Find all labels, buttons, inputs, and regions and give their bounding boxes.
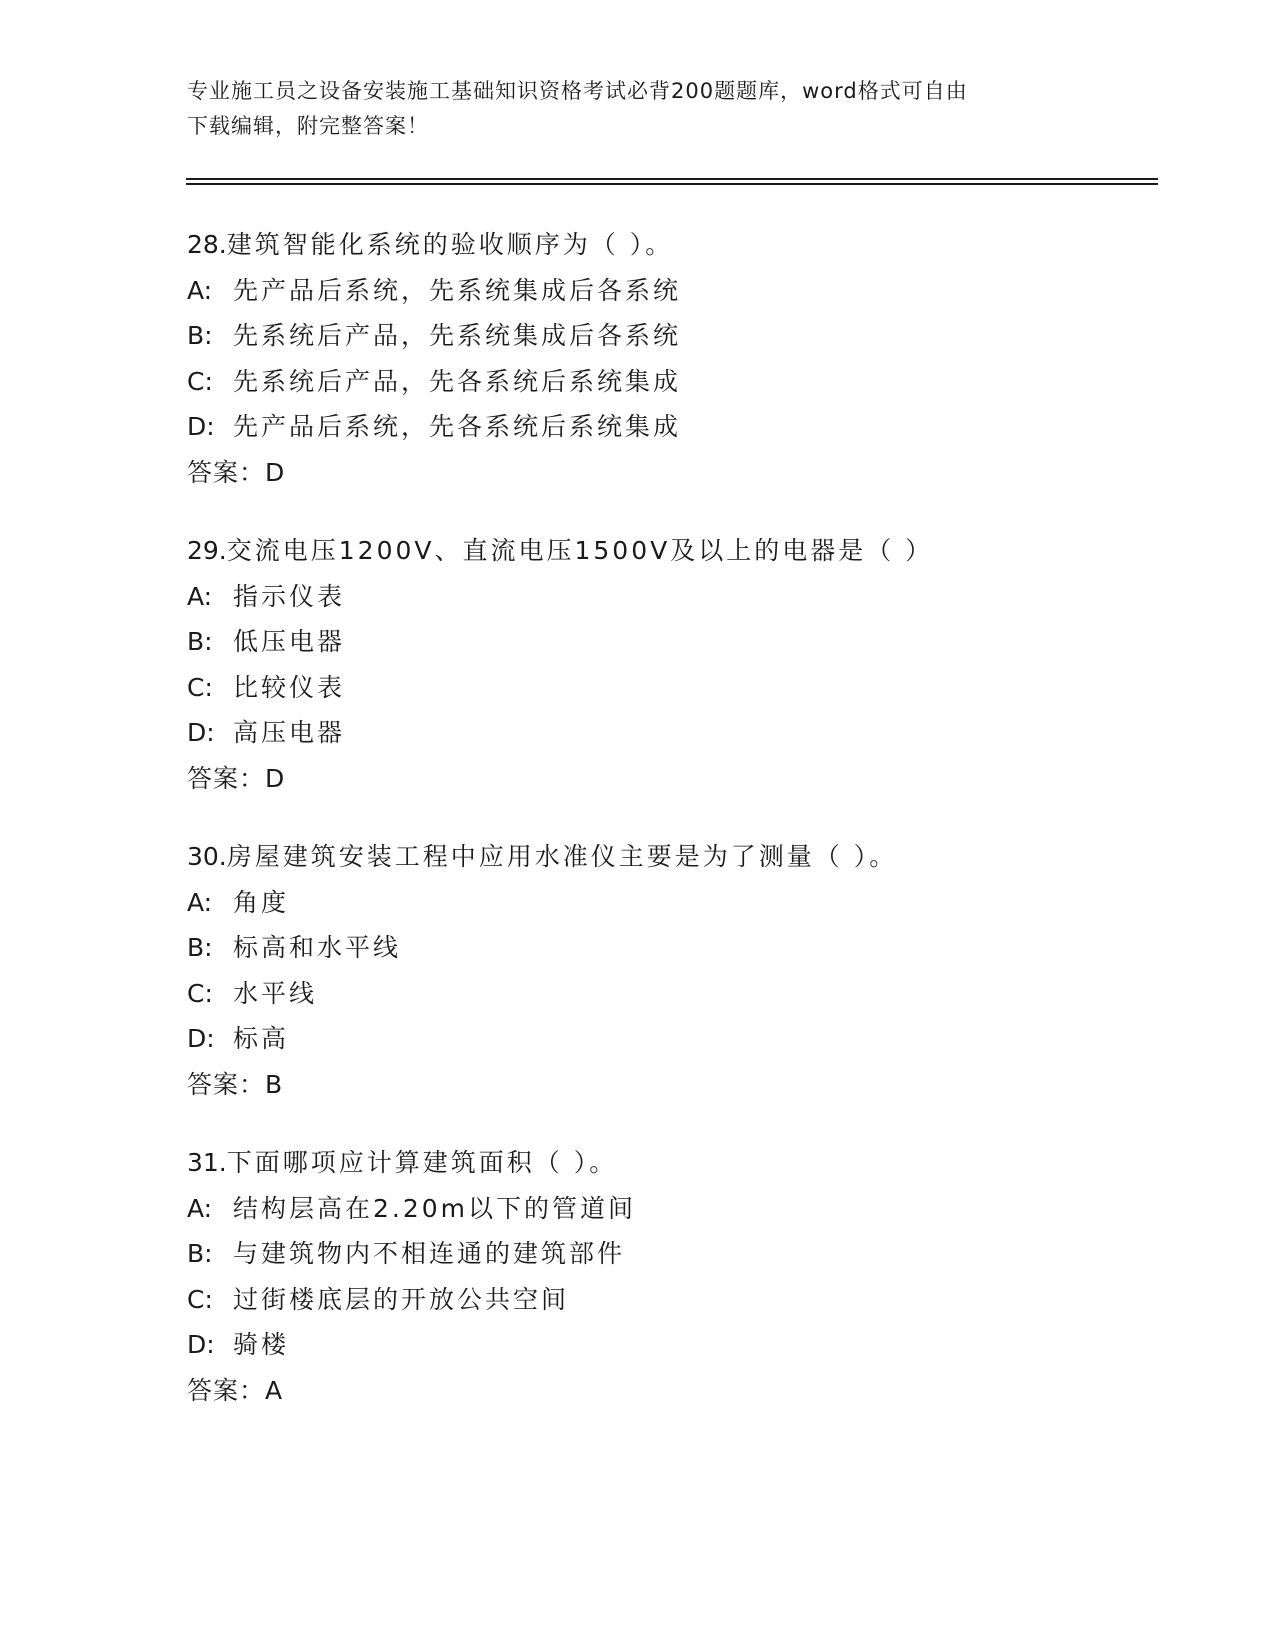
option-letter: C: [187, 672, 213, 702]
option-text: 标高 [233, 1024, 290, 1054]
option-letter: D: [187, 718, 215, 748]
option-letter: C: [187, 1284, 213, 1314]
question-block [187, 1140, 1087, 1414]
option-b [187, 619, 1087, 665]
question-text: 房屋建筑安装工程中应用水准仪主要是为了测量（ ）。 [226, 842, 898, 871]
option-letter: C: [187, 366, 213, 396]
option-letter: A: [187, 275, 213, 305]
option-c [187, 971, 1087, 1017]
option-letter: D: [187, 1330, 215, 1360]
answer-value: B [265, 1069, 284, 1099]
option-letter: D: [187, 1024, 215, 1054]
option-text: 先系统后产品，先系统集成后各系统 [233, 321, 682, 351]
option-text: 水平线 [233, 978, 318, 1008]
option-text: 低压电器 [233, 627, 346, 657]
answer-line [187, 1368, 1087, 1414]
option-text: 先产品后系统，先系统集成后各系统 [233, 275, 682, 305]
option-d [187, 404, 1087, 450]
question-stem [187, 834, 1087, 880]
question-text: 下面哪项应计算建筑面积（ ）。 [226, 1148, 618, 1177]
option-text: 先产品后系统，先各系统后系统集成 [233, 412, 682, 442]
header-line-1: 专业施工员之设备安装施工基础知识资格考试必背200题题库，word格式可自由 [187, 79, 968, 103]
option-letter: B: [187, 321, 213, 351]
answer-line [187, 756, 1087, 802]
option-d [187, 1322, 1087, 1368]
option-b [187, 313, 1087, 359]
answer-line [187, 1062, 1087, 1108]
answer-label: 答案： [187, 457, 266, 487]
option-letter: C: [187, 978, 213, 1008]
question-block [187, 222, 1087, 496]
answer-label: 答案： [187, 763, 266, 793]
answer-label: 答案： [187, 1069, 266, 1099]
option-letter: B: [187, 933, 213, 963]
option-a [187, 1186, 1087, 1232]
option-text: 指示仪表 [233, 581, 346, 611]
answer-value: A [265, 1375, 284, 1405]
question-text: 建筑智能化系统的验收顺序为（ ）。 [226, 230, 674, 259]
header-line-2: 下载编辑，附完整答案！ [187, 114, 429, 138]
option-b [187, 925, 1087, 971]
question-text: 交流电压1200V、直流电压1500V及以上的电器是（ ） [226, 536, 934, 565]
option-letter: B: [187, 627, 213, 657]
question-stem [187, 1140, 1087, 1186]
option-text: 骑楼 [233, 1330, 290, 1360]
answer-value: D [265, 763, 286, 793]
option-letter: A: [187, 887, 213, 917]
option-letter: A: [187, 581, 213, 611]
document-header [187, 74, 1087, 144]
option-text: 标高和水平线 [233, 933, 402, 963]
question-number: 31. [187, 1148, 227, 1177]
option-b [187, 1231, 1087, 1277]
option-text: 比较仪表 [233, 672, 346, 702]
option-text: 先系统后产品，先各系统后系统集成 [233, 366, 682, 396]
option-a [187, 268, 1087, 314]
header-divider-bottom [186, 183, 1158, 185]
answer-label: 答案： [187, 1375, 266, 1405]
question-stem [187, 528, 1087, 574]
option-text: 高压电器 [233, 718, 346, 748]
question-block [187, 834, 1087, 1108]
option-text: 角度 [233, 887, 290, 917]
option-c [187, 1277, 1087, 1323]
option-letter: D: [187, 412, 215, 442]
option-letter: A: [187, 1193, 213, 1223]
option-text: 与建筑物内不相连通的建筑部件 [233, 1239, 626, 1269]
option-d [187, 1016, 1087, 1062]
option-letter: B: [187, 1239, 213, 1269]
question-number: 28. [187, 230, 227, 259]
question-stem [187, 222, 1087, 268]
header-divider-top [186, 178, 1158, 180]
option-c [187, 665, 1087, 711]
answer-line [187, 450, 1087, 496]
option-text: 结构层高在2.20m以下的管道间 [233, 1193, 637, 1223]
question-block [187, 528, 1087, 802]
question-number: 30. [187, 842, 227, 871]
question-number: 29. [187, 536, 227, 565]
option-a [187, 880, 1087, 926]
answer-value: D [265, 457, 286, 487]
option-c [187, 359, 1087, 405]
option-text: 过街楼底层的开放公共空间 [233, 1284, 570, 1314]
option-a [187, 574, 1087, 620]
option-d [187, 710, 1087, 756]
